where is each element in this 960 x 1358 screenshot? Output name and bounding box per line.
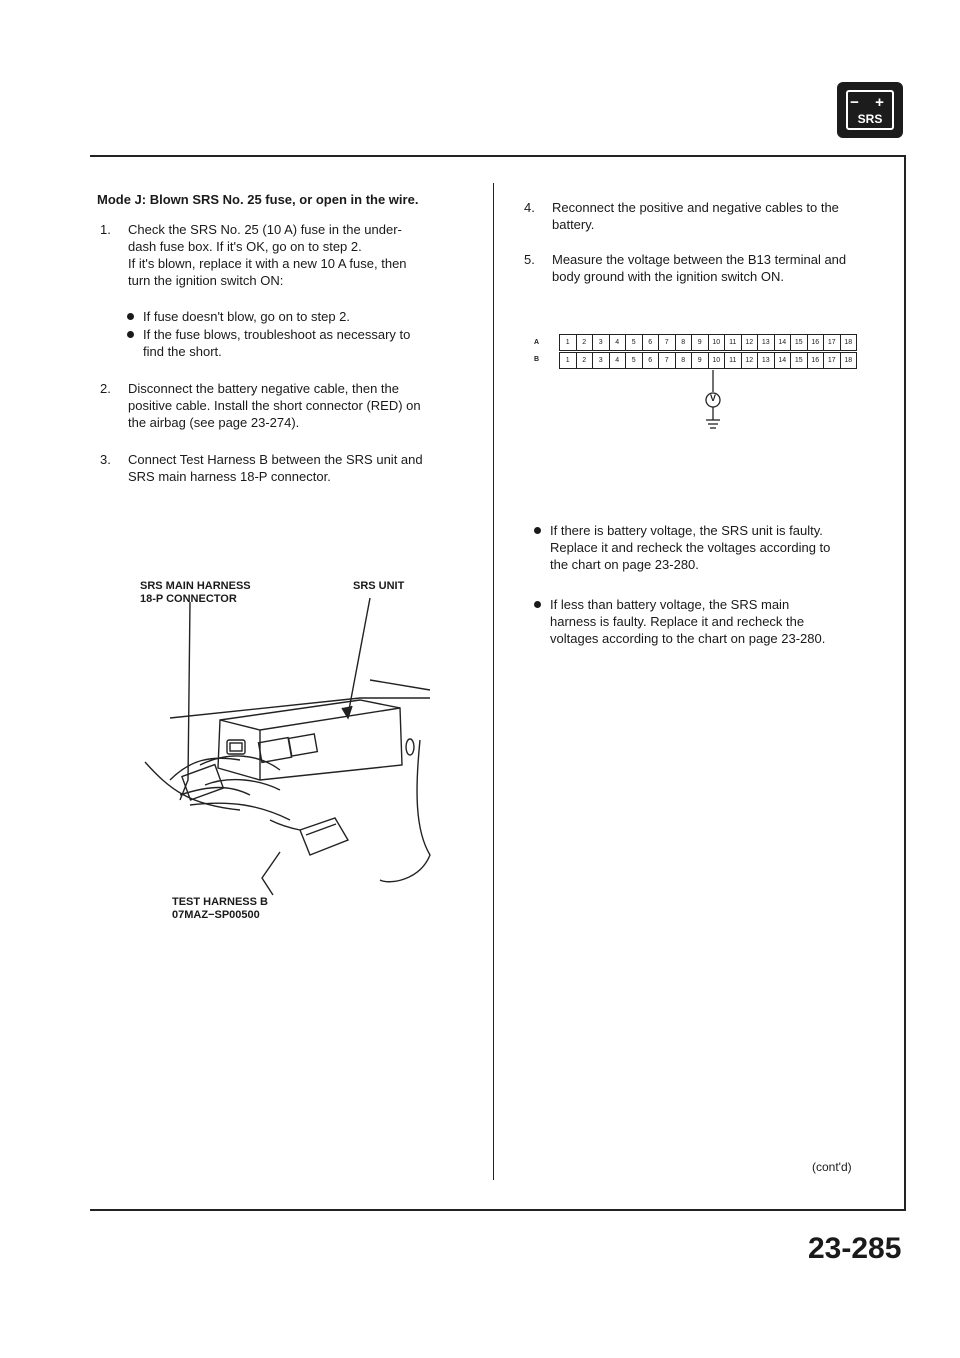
terminal-cell: 4	[609, 352, 627, 369]
step-line: If it's blown, replace it with a new 10 A fuse, then	[128, 256, 407, 271]
terminal-cell: 8	[675, 352, 693, 369]
step-line: Reconnect the positive and negative cables to the	[552, 200, 839, 215]
badge-label: SRS	[857, 112, 883, 126]
terminal-cell: 5	[625, 334, 643, 351]
terminal-cell: 14	[774, 352, 792, 369]
step-1	[100, 221, 480, 288]
terminal-cell: 9	[691, 352, 709, 369]
terminal-cell: 16	[807, 352, 825, 369]
step-number: 4.	[524, 200, 535, 215]
bullet-item	[127, 326, 477, 360]
terminal-cell: 17	[823, 352, 841, 369]
terminal-cell: 13	[757, 334, 775, 351]
step-number: 3.	[100, 452, 111, 467]
step-line: turn the ignition switch ON:	[128, 273, 284, 288]
bottom-rule	[90, 1209, 906, 1211]
step-line: the airbag (see page 23-274).	[128, 415, 300, 430]
bullet-dot	[127, 331, 134, 338]
terminal-cell: 2	[576, 334, 594, 351]
bullet-item	[534, 522, 894, 574]
bullet-item	[534, 596, 894, 648]
terminal-cell: 12	[741, 352, 759, 369]
voltmeter-symbol	[700, 370, 730, 436]
connector-row-a	[559, 334, 856, 351]
terminal-cell: 7	[658, 352, 676, 369]
row-letter: B	[534, 356, 540, 363]
terminal-cell: 10	[708, 334, 726, 351]
terminal-cell: 6	[642, 352, 660, 369]
step-line: dash fuse box. If it's OK, go on to step 2.	[128, 239, 362, 254]
srs-unit-illustration	[130, 590, 450, 900]
terminal-cell: 11	[724, 334, 742, 351]
step-4	[524, 199, 894, 234]
step-5	[524, 251, 894, 286]
page-number: 23-285	[808, 1232, 902, 1265]
terminal-cell: 9	[691, 334, 709, 351]
connector-terminal-diagram	[534, 334, 884, 374]
terminal-cell: 7	[658, 334, 676, 351]
step-3	[100, 451, 480, 486]
step-line: Disconnect the battery negative cable, then the	[128, 381, 400, 396]
terminal-cell: 17	[823, 334, 841, 351]
bullet-dot	[534, 527, 541, 534]
bullet-item	[127, 308, 477, 325]
bullet-line: the chart on page 23-280.	[550, 557, 699, 572]
step-line: Connect Test Harness B between the SRS unit and	[128, 452, 423, 467]
row-letter: A	[534, 339, 540, 346]
connector-row-b	[559, 352, 856, 369]
terminal-cell: 1	[559, 352, 577, 369]
terminal-cell: 12	[741, 334, 759, 351]
continued-note: (cont'd)	[812, 1160, 852, 1174]
terminal-cell: 16	[807, 334, 825, 351]
terminal-cell: 15	[790, 352, 808, 369]
terminal-cell: 4	[609, 334, 627, 351]
terminal-cell: 18	[840, 352, 858, 369]
bullet-line: find the short.	[143, 344, 222, 359]
label-line: 18-P CONNECTOR	[140, 593, 237, 605]
step-line: Measure the voltage between the B13 terminal and	[552, 252, 847, 267]
bullet-line: If there is battery voltage, the SRS unit is faulty.	[550, 523, 823, 538]
step-line: Check the SRS No. 25 (10 A) fuse in the under-	[128, 222, 402, 237]
label-line: TEST HARNESS B	[172, 896, 268, 908]
step-line: body ground with the ignition switch ON.	[552, 269, 784, 284]
mode-heading: Mode J: Blown SRS No. 25 fuse, or open in the wire.	[97, 192, 419, 207]
label-line: 07MAZ−SP00500	[172, 909, 260, 921]
terminal-cell: 14	[774, 334, 792, 351]
terminal-cell: 1	[559, 334, 577, 351]
step-number: 5.	[524, 252, 535, 267]
step-line: positive cable. Install the short connector (RED) on	[128, 398, 421, 413]
bullet-dot	[127, 313, 134, 320]
terminal-cell: 10	[708, 352, 726, 369]
bullet-line: Replace it and recheck the voltages according to	[550, 540, 831, 555]
terminal-cell: 15	[790, 334, 808, 351]
test-harness-leader-line	[262, 852, 280, 895]
terminal-cell: 18	[840, 334, 858, 351]
step-number: 1.	[100, 222, 111, 237]
bullet-line: If fuse doesn't blow, go on to step 2.	[143, 309, 351, 324]
terminal-cell: 3	[592, 352, 610, 369]
top-rule	[90, 155, 906, 157]
terminal-cell: 6	[642, 334, 660, 351]
bullet-line: If the fuse blows, troubleshoot as necessary to	[143, 327, 411, 342]
battery-signs: − +	[850, 94, 890, 111]
terminal-cell: 8	[675, 334, 693, 351]
terminal-cell: 2	[576, 352, 594, 369]
terminal-cell: 3	[592, 334, 610, 351]
bullet-line: voltages according to the chart on page 23-280.	[550, 631, 826, 646]
right-rule	[904, 155, 906, 1211]
terminal-cell: 13	[757, 352, 775, 369]
voltmeter-letter: V	[709, 393, 716, 403]
terminal-cell: 5	[625, 352, 643, 369]
bullet-line: harness is faulty. Replace it and recheck the	[550, 614, 805, 629]
label-line: SRS MAIN HARNESS	[140, 580, 251, 592]
terminal-cell: 11	[724, 352, 742, 369]
step-line: SRS main harness 18-P connector.	[128, 469, 331, 484]
step-number: 2.	[100, 381, 111, 396]
bullet-dot	[534, 601, 541, 608]
srs-badge	[837, 82, 903, 138]
bullet-line: If less than battery voltage, the SRS main	[550, 597, 790, 612]
step-2	[100, 380, 480, 432]
srs-unit-label: SRS UNIT	[353, 580, 405, 592]
step-line: battery.	[552, 217, 595, 232]
column-divider	[493, 183, 494, 1180]
